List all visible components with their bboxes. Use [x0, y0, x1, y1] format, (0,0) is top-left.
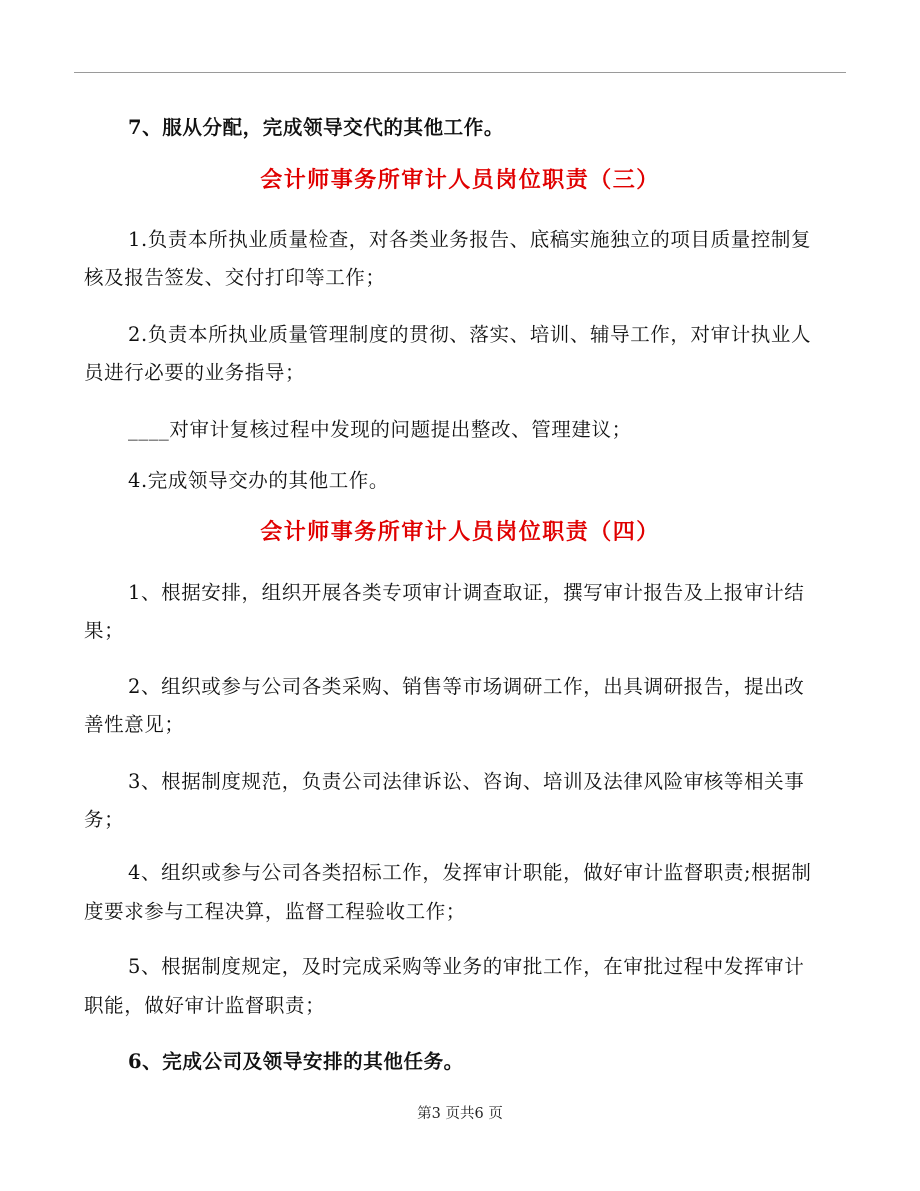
section-4-item-5-line-1: 5、根据制度规定，及时完成采购等业务的审批工作，在审批过程中发挥审计	[128, 955, 805, 978]
page-number: 第3 页共6 页	[417, 1106, 503, 1122]
item-7: 7、服从分配，完成领导交代的其他工作。	[128, 116, 504, 139]
section-3-item-2-line-1: 2.负责本所执业质量管理制度的贯彻、落实、培训、辅导工作，对审计执业人	[128, 323, 812, 346]
section-3-item-1-line-2: 核及报告签发、交付打印等工作；	[84, 266, 386, 289]
section-4-item-5-line-2: 职能，做好审计监督职责；	[84, 994, 326, 1017]
section-4-item-1-line-2: 果；	[84, 619, 125, 642]
section-4-item-3-line-1: 3、根据制度规范，负责公司法律诉讼、咨询、培训及法律风险审核等相关事	[128, 770, 805, 793]
section-4-item-2-line-1: 2、组织或参与公司各类采购、销售等市场调研工作，出具调研报告，提出改	[128, 675, 805, 698]
section-4-item-4-line-1: 4、组织或参与公司各类招标工作，发挥审计职能，做好审计监督职责;根据制	[128, 861, 812, 884]
section-4-item-2-line-2: 善性意见；	[84, 713, 185, 736]
section-3-item-3: ____对审计复核过程中发现的问题提出整改、管理建议；	[128, 418, 632, 441]
section-3-item-4: 4.完成领导交办的其他工作。	[128, 469, 390, 492]
section-4-item-1-line-1: 1、根据安排，组织开展各类专项审计调查取证，撰写审计报告及上报审计结	[128, 581, 805, 604]
header-rule	[74, 72, 846, 73]
section-4-title: 会计师事务所审计人员岗位职责（四）	[260, 519, 660, 545]
section-3-title: 会计师事务所审计人员岗位职责（三）	[260, 167, 660, 193]
section-4-item-6: 6、完成公司及领导安排的其他任务。	[128, 1050, 464, 1073]
section-3-item-1-line-1: 1.负责本所执业质量检查，对各类业务报告、底稿实施独立的项目质量控制复	[128, 228, 812, 251]
section-4-item-3-line-2: 务；	[84, 808, 125, 831]
section-4-item-4-line-2: 度要求参与工程决算，监督工程验收工作；	[84, 900, 466, 923]
section-3-item-2-line-2: 员进行必要的业务指导；	[84, 361, 306, 384]
